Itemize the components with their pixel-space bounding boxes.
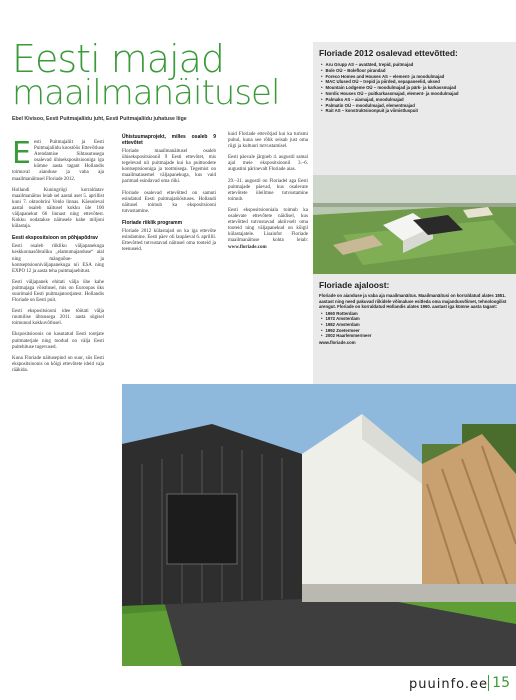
- history-title: Floriade ajaloost:: [319, 280, 390, 290]
- history-year-item: • 1960 Rotterdam: [321, 311, 516, 317]
- paragraph: Eesti päevale järgneb 4. augustil samal ajal meie ekspositsioonil 3.–6. augustini pärinevalt Floriade aias.: [228, 155, 308, 173]
- title-line-1: Eesti majad: [12, 37, 224, 81]
- exhibition-aerial-photo: [313, 175, 516, 274]
- paragraph: Floriade maailmanäitusel osaleb ühisekspositsioonil 9 Eesti ettevõtet, mis tegelevad nii puitmajade kui ka puittoodete kontseptsiooniga ja tootmisega. Tegemist on maailmatasemel väljapanekuga, kus vaid parimad esindavad oma riiki.: [122, 149, 216, 185]
- subheading: Ühistuumaprojekt, milles osaleb 9 ettevõtet: [122, 134, 216, 146]
- paragraph: Ekspositsioonis on kasutatud Eesti tootjate puitmaterjale ning toodud on välja Eesti puitehituse tugevused.: [12, 332, 104, 350]
- paragraph: Eesti osaleb riikliku väljapanekuga keskkonnasõbraliku „elamumajanduse“ alal ning mänguõue- ja kontseptsiooniväljapanekuga nii ESA ning EXPO 12 ja aasta teha puitmajaehitust.: [12, 244, 104, 274]
- paragraph: 29.–31. augustil on Floriadel aga Eesti puitmajade päevad, kus osalevate ettevõtete üleilmne tutvustamine toimub.: [228, 178, 308, 202]
- paragraph: Floriade 2012 külastajad on ka iga ettevõte esindamine. Eesti päev oli laupäeval 6. aprillil. Ettevõtted tutvustavad näitusel oma tooteid ja teenuseid.: [122, 228, 216, 253]
- history-description: Floriade on aianduse ja vaba aja maailmanäitus. Maailmanäitusi on korraldatud alates 1851. aastast ning need pakuvad riikidele võimaluse esitleda oma majandusvõimet, tehnoloogilist arengut. Floriade on korraldatud Hollandis alates 1960. aastast iga kümne aasta tagant:: [319, 293, 507, 310]
- history-box: [313, 274, 516, 384]
- paragraph: Eesti väljapanek ehitati välja ühe kahe puitmajaga võistlusel, mis on Euroopas üks suurimaid Eesti puitmajatootjatest. Hollandis Floriade on Eesti puit.: [12, 279, 104, 304]
- history-website[interactable]: www.floriade.com: [319, 339, 356, 345]
- history-year-item: • 1992 Zoetermeer: [321, 328, 516, 334]
- participant-item: • Rait AS – konstruktsioonpuit ja viimistluspuit: [321, 108, 516, 114]
- history-years-list: [313, 311, 516, 339]
- subheading: Eesti ekspositsioon on põhjapõdrav: [12, 235, 98, 242]
- paragraph: Floriade osalevad ettevõtted on samuti esindatud Eesti puitmajatööstuses. Hollandi näitusel toimub ka ekspositsiooni tutvustamine.: [122, 190, 216, 214]
- intro-text: esti Puitmajaliit ja Eesti Puitmajaliidu koostöös Ettevõtluse Arendamise Sihtasutusega osalevad ühisekspositsiooniga iga kümne aasta tagant Hollandis toimuval aianduse ja vaba aja maailmanäitusel Floriade 2012.: [12, 140, 104, 182]
- title-line-2: maailmanäitusel: [12, 73, 280, 113]
- column-1: [12, 136, 104, 379]
- participants-box: [313, 42, 516, 175]
- paragraph: Eesti ekspositsiooni idee töötati välja ruumilise ühtsusega 2011. aasta sügisel toimunud kokkuvõtlusel.: [12, 309, 104, 327]
- participant-item: • Palmako AS – aiamajad, moodulmajad: [321, 97, 516, 103]
- history-year-item: • 1972 Amsterdam: [321, 316, 516, 322]
- participants-list: [313, 62, 516, 114]
- subheading: Floriade riiklik programm: [122, 219, 183, 226]
- paragraph: Hollandi Kuningriigi korraldatav maailmanäitus leiab sel aastal aset 5. aprillist kuni 7. oktoobrini Venlo linnas. Käesoleval aastal osaleb näitusel kokku üle 100 väljapanekut 66 linnast ning ettevõtest. Kokku oodatakse näitusele kahe miljoni külastaja.: [12, 187, 104, 230]
- footer-site: puuinfo.ee: [408, 677, 488, 692]
- participant-item: • Palmatin OÜ – moodulmajad, elementmajad: [321, 103, 516, 109]
- paragraph: Kuna Floriade näitusepind on suur, siis Eesti ekspositsioonis on kõigi ettevõtete ideid vaja rääkida.: [12, 355, 104, 373]
- history-year-item: • 2002 Haarlemmermeer: [321, 333, 516, 339]
- paragraph: kuid Floriade ettevõtjad kui ka turismi puhul, kuna see rõhk seisab just oma riigi ja kultuuri tutvustamisel.: [228, 132, 308, 150]
- pavilion-photo: [122, 384, 516, 666]
- website-link[interactable]: www.floriade.com: [228, 244, 267, 250]
- article-title: [12, 37, 312, 113]
- dropcap: E: [12, 136, 31, 171]
- participant-item: • Foreco Homes and Houses AS – element- ja moodulmajad: [321, 74, 516, 80]
- participant-item: • Mountain Lodgeme OÜ – moodulmajad ja pärk- ja karkassmajad: [321, 85, 516, 91]
- participant-item: • Bole OÜ – Bolefloor pirandad: [321, 68, 516, 74]
- page-number: 15: [488, 675, 510, 691]
- column-3: [228, 132, 308, 256]
- participants-title: Floriade 2012 osalevad ettevõtted:: [319, 48, 458, 58]
- byline: Ebel Kivisoo, Eesti Puitmajaliidu juht, Eesti Puitmajaliidu juhatuse liige: [12, 116, 187, 122]
- history-year-item: • 1982 Amsterdam: [321, 322, 516, 328]
- participant-item: • Aru Grupp AS – avatäted, trepid, puitmajad: [321, 62, 516, 68]
- paragraph: Eesti ekspositsiooniala toimub ka osalevate ettevõtete näidisel, kus ettevõtted tutvustavad aktiivselt oma tooteid ning väljapanekud on kõigil külastajatele. Lisainfot Floriade maailmanäituse kohta leiab:: [228, 207, 308, 244]
- participant-item: • MAC Ulused OÜ – trepid ja piirded, sepapaneelid, uksed: [321, 79, 516, 85]
- participant-item: • Nordic Houses OÜ – puitkarkassmajad, element- ja moodulmajad: [321, 91, 516, 97]
- column-2: [122, 132, 216, 258]
